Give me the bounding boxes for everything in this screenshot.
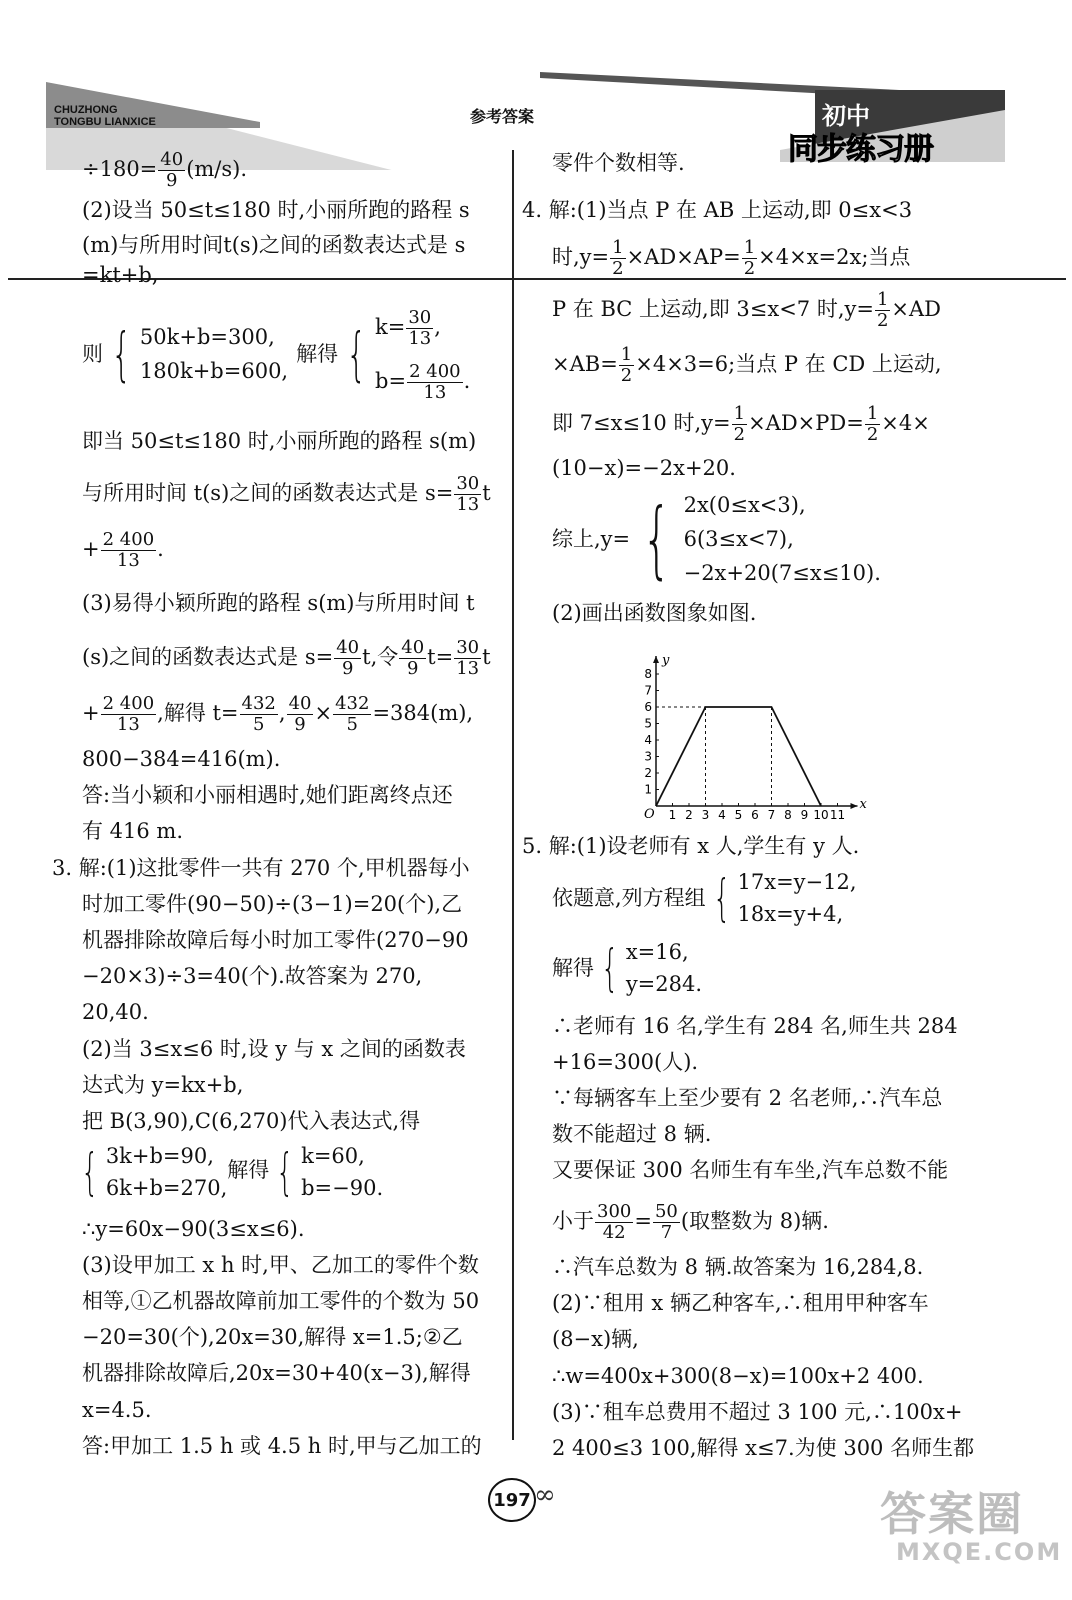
row: x=16, [625, 940, 689, 964]
q4-line-4 [552, 345, 942, 386]
q5-line-8: 又要保证 300 名师生有车坐,汽车总数不能 [552, 1158, 949, 1182]
rows [106, 1140, 227, 1204]
text: 解得 [227, 1158, 270, 1182]
q3-line-16: 答:甲加工 1.5 h 或 4.5 h 时,甲与乙加工的 [82, 1434, 482, 1458]
text: × [314, 701, 333, 725]
q3-line-12: 相等,①乙机器故障前加工零件的个数为 50 [82, 1289, 480, 1313]
q3-line-7: 达式为 y=kx+b, [82, 1073, 244, 1097]
column-divider [512, 150, 514, 1440]
text: . [463, 369, 471, 393]
numerator: 1 [733, 403, 746, 424]
denominator: 9 [294, 714, 306, 735]
header-title: 参考答案 [470, 107, 535, 126]
x-tick-label: 5 [734, 808, 743, 822]
text: + [82, 537, 100, 561]
denominator: 13 [116, 714, 140, 735]
row: 6(3≤x<7), [683, 527, 794, 551]
x-tick-label: 3 [701, 808, 710, 822]
fraction [334, 638, 361, 679]
text: t [482, 645, 491, 669]
q4-piecewise [552, 488, 881, 590]
numerator: 432 [241, 693, 276, 714]
text: ×AB= [552, 352, 618, 376]
q5-line-4: ∴老师有 16 名,学生有 284 名,师生共 284 [552, 1014, 958, 1038]
fraction [653, 1202, 680, 1243]
y-tick-label: 4 [644, 733, 652, 747]
system [552, 936, 702, 1000]
row: 17x=y−12, [737, 870, 857, 894]
left-line-4: =kt+b, [82, 263, 159, 287]
denominator: 5 [252, 714, 265, 735]
denominator: 2 [876, 310, 889, 331]
text: (s)之间的函数表达式是 s= [82, 645, 334, 669]
brace-icon: { [642, 490, 672, 588]
denominator: 9 [166, 170, 178, 191]
text: b= [375, 369, 407, 393]
rows [301, 1140, 383, 1204]
q3-line-5: 20,40. [82, 1000, 149, 1024]
watermark-url: MXQE.COM [896, 1538, 1063, 1566]
brace-icon: { [346, 320, 367, 388]
left-line-13: 答:当小颖和小丽相遇时,她们距离终点还 [82, 783, 453, 807]
row: 3k+b=90, [105, 1144, 214, 1168]
numerator: 40 [160, 149, 184, 170]
system [552, 488, 881, 590]
denominator: 2 [733, 424, 746, 445]
q3-line-2: 时加工零件(90−50)÷(3−1)=20(个),乙 [82, 892, 463, 916]
q4-line-6: (10−x)=−2x+20. [552, 456, 736, 480]
brand-top: 初中 [822, 102, 870, 130]
numerator: 2 400 [102, 693, 155, 714]
q4-line-3 [552, 290, 941, 331]
text: 即 7≤x≤10 时,y= [552, 411, 731, 435]
numerator: 1 [620, 344, 633, 365]
q3-line-14: 机器排除故障后,20x=30+40(x−3),解得 [82, 1361, 471, 1385]
header-pinyin-line1: CHUZHONG [54, 104, 118, 116]
denominator: 2 [866, 424, 879, 445]
q5-line-13: ∴w=400x+300(8−x)=100x+2 400. [552, 1364, 924, 1388]
denominator: 13 [116, 550, 140, 571]
numerator: 1 [866, 403, 879, 424]
text: P 在 BC 上运动,即 3≤x<7 时,y= [552, 297, 874, 321]
row: 6k+b=270, [105, 1176, 228, 1200]
x-tick-label: 6 [751, 808, 759, 822]
numerator: 1 [743, 237, 756, 258]
denominator: 2 [620, 365, 633, 386]
text: ×AD×PD= [748, 411, 864, 435]
row [375, 354, 470, 408]
numerator: 2 400 [409, 361, 461, 382]
fraction [454, 474, 481, 515]
watermark-logo: 答案圈 [880, 1487, 1024, 1541]
right-line-1: 零件个数相等. [552, 151, 685, 175]
rows [140, 320, 288, 388]
numerator: 30 [456, 473, 480, 494]
left-line-6: 即当 50≤t≤180 时,小丽所跑的路程 s(m) [82, 429, 477, 453]
q3-line-8: 把 B(3,90),C(6,270)代入表达式,得 [82, 1109, 421, 1133]
origin-label: O [644, 807, 655, 822]
fraction [333, 694, 371, 735]
q3-line-10: ∴y=60x−90(3≤x≤6). [82, 1217, 305, 1241]
x-tick-label: 11 [829, 808, 846, 822]
numerator: 40 [336, 637, 360, 658]
header-pinyin [54, 104, 156, 128]
fraction [158, 150, 185, 191]
rows [375, 300, 470, 408]
text: ×AD [891, 297, 942, 321]
q3-line-1: 3. 解:(1)这批零件一共有 270 个,甲机器每小 [52, 856, 470, 880]
text: t,令 [362, 645, 399, 669]
text: + [82, 701, 100, 725]
text: 解得 [296, 342, 339, 366]
left-line-1 [82, 150, 247, 191]
fraction [240, 694, 278, 735]
text: . [157, 537, 164, 561]
page-ornament-icon: ∞ [534, 1480, 556, 1510]
q5-line-5: +16=300(人). [552, 1050, 699, 1074]
q4-line-1: 4. 解:(1)当点 P 在 AB 上运动,即 0≤x<3 [522, 198, 913, 222]
x-tick-label: 7 [767, 808, 776, 822]
text: ,解得 t= [157, 701, 239, 725]
text: ÷180= [82, 157, 158, 181]
rows [738, 866, 857, 930]
x-tick-label: 8 [784, 808, 792, 822]
left-line-3: (m)与所用时间t(s)之间的函数表达式是 s [82, 233, 466, 257]
text: k= [375, 315, 406, 339]
denominator: 13 [456, 494, 480, 515]
text: (取整数为 8)辆. [680, 1209, 829, 1233]
text: t [482, 481, 491, 505]
q5-line-10: ∴汽车总数为 8 辆.故答案为 16,284,8. [552, 1255, 924, 1279]
q5-line-1: 5. 解:(1)设老师有 x 人,学生有 y 人. [522, 834, 860, 858]
numerator: 40 [401, 637, 425, 658]
left-line-10 [82, 638, 491, 679]
left-line-2: (2)设当 50≤t≤180 时,小丽所跑的路程 s [82, 198, 470, 222]
text: =384(m), [372, 701, 474, 725]
left-line-8 [82, 530, 164, 571]
numerator: 30 [408, 307, 432, 328]
x-tick-label: 4 [718, 808, 726, 822]
row: 180k+b=600, [139, 359, 289, 383]
x-tick-label: 10 [813, 808, 829, 822]
equation-system-2 [74, 1140, 383, 1204]
y-axis-label: y [662, 653, 670, 668]
text: 与所用时间 t(s)之间的函数表达式是 s= [82, 481, 454, 505]
text: = [634, 1209, 652, 1233]
fraction [619, 345, 634, 386]
system [74, 1140, 383, 1204]
numerator: 1 [876, 289, 889, 310]
row [375, 300, 470, 354]
fraction [454, 638, 481, 679]
text: , [278, 701, 286, 725]
row: 18x=y+4, [737, 902, 844, 926]
y-tick-label: 5 [644, 716, 652, 731]
brace-icon: { [601, 939, 619, 997]
left-line-7 [82, 474, 491, 515]
y-tick-label: 1 [644, 782, 652, 797]
left-line-14: 有 416 m. [82, 819, 184, 843]
denominator: 13 [456, 658, 480, 679]
denominator: 2 [743, 258, 756, 279]
text: 时,y= [552, 245, 610, 269]
fraction [399, 638, 426, 679]
text: ×4× [881, 411, 930, 435]
y-tick-label: 6 [644, 700, 652, 714]
numerator: 30 [456, 637, 480, 658]
row: 2x(0≤x<3), [683, 493, 806, 517]
q3-line-6: (2)当 3≤x≤6 时,设 y 与 x 之间的函数表 [82, 1037, 466, 1061]
numerator: 40 [288, 693, 312, 714]
text: ×4×3=6;当点 P 在 CD 上运动, [635, 352, 942, 376]
header-pinyin-line2: TONGBU LIANXICE [54, 116, 156, 128]
fraction [865, 404, 880, 445]
q3-line-15: x=4.5. [82, 1398, 152, 1422]
text: 则 [82, 342, 103, 366]
numerator: 1 [612, 237, 624, 258]
q4-line-8: (2)画出函数图象如图. [552, 601, 757, 625]
y-tick-label: 8 [644, 667, 652, 681]
q5-line-9 [552, 1202, 829, 1243]
q4-line-5 [552, 404, 930, 445]
denominator: 13 [408, 328, 432, 349]
text: , [434, 315, 441, 339]
series-line [656, 707, 821, 806]
rows [626, 936, 702, 1000]
numerator: 300 [597, 1201, 632, 1222]
q3-line-13: −20=30(个),20x=30,解得 x=1.5;②乙 [82, 1325, 463, 1349]
denominator: 2 [612, 258, 624, 279]
text: ×AD×AP= [626, 245, 741, 269]
q5-line-12: (8−x)辆, [552, 1327, 639, 1351]
q3-line-11: (3)设甲加工 x h 时,甲、乙加工的零件个数 [82, 1253, 479, 1277]
q5-line-6: ∵每辆客车上至少要有 2 名老师,∴汽车总 [552, 1086, 943, 1110]
row: y=284. [625, 972, 703, 996]
q3-line-3: 机器排除故障后每小时加工零件(270−90 [82, 928, 469, 952]
numerator: 50 [654, 1201, 678, 1222]
text: 解得 [552, 956, 594, 980]
page-number: 197 [488, 1478, 536, 1522]
denominator: 13 [423, 382, 447, 403]
text: t= [427, 645, 454, 669]
y-tick-label: 2 [644, 766, 652, 780]
equation-system-1 [82, 300, 470, 408]
rows [684, 488, 881, 590]
function-graph [636, 636, 872, 836]
fraction [875, 290, 890, 331]
brace-icon: { [712, 869, 731, 927]
left-line-9: (3)易得小颖所跑的路程 s(m)与所用时间 t [82, 591, 475, 615]
denominator: 9 [341, 658, 354, 679]
x-axis-arrow-icon [851, 803, 858, 809]
text: (m/s). [186, 157, 248, 181]
left-line-12: 800−384=416(m). [82, 747, 281, 771]
fraction [287, 694, 314, 735]
brand-bottom: 同步练习册 [788, 132, 933, 167]
text: ×4×x=2x;当点 [758, 245, 911, 269]
fraction [407, 362, 463, 403]
q5-line-11: (2)∵租用 x 辆乙种客车,∴租用甲种客车 [552, 1291, 929, 1315]
text: 综上,y= [552, 527, 631, 551]
y-tick-label: 7 [644, 683, 652, 698]
q4-line-2 [552, 238, 910, 279]
fraction [101, 694, 157, 735]
row: k=60, [301, 1144, 365, 1168]
q5-line-7: 数不能超过 8 辆. [552, 1122, 712, 1146]
q5-system-1 [552, 866, 857, 930]
fraction [610, 238, 625, 279]
fraction [732, 404, 747, 445]
denominator: 42 [602, 1222, 626, 1243]
q3-line-4: −20×3)÷3=40(个).故答案为 270, [82, 964, 423, 988]
numerator: 2 400 [102, 529, 155, 550]
brace-icon: { [276, 1143, 294, 1201]
system [82, 300, 470, 408]
denominator: 7 [660, 1222, 673, 1243]
fraction [406, 308, 433, 349]
q5-line-14: (3)∵租车总费用不超过 3 100 元,∴100x+ [552, 1400, 963, 1424]
x-tick-label: 2 [685, 808, 693, 822]
y-tick-label: 3 [644, 749, 652, 764]
x-axis-label: x [859, 797, 867, 812]
text: 小于 [552, 1209, 594, 1233]
left-line-11 [82, 694, 473, 735]
row: 50k+b=300, [139, 325, 275, 349]
row: −2x+20(7≤x≤10). [683, 561, 881, 585]
fraction [742, 238, 757, 279]
row: b=−90. [301, 1176, 384, 1200]
x-tick-label: 9 [800, 808, 809, 822]
system [552, 866, 857, 930]
fraction [101, 530, 157, 571]
y-axis-arrow-icon [653, 656, 659, 663]
q5-line-15: 2 400≤3 100,解得 x≤7.为使 300 名师生都 [552, 1436, 975, 1460]
fraction [595, 1202, 633, 1243]
denominator: 5 [346, 714, 358, 735]
q5-system-2 [552, 936, 702, 1000]
brace-icon: { [111, 320, 132, 388]
text: 依题意,列方程组 [552, 886, 706, 910]
numerator: 432 [335, 693, 370, 714]
brace-icon: { [81, 1143, 99, 1201]
denominator: 9 [406, 658, 419, 679]
x-tick-label: 1 [668, 808, 677, 822]
